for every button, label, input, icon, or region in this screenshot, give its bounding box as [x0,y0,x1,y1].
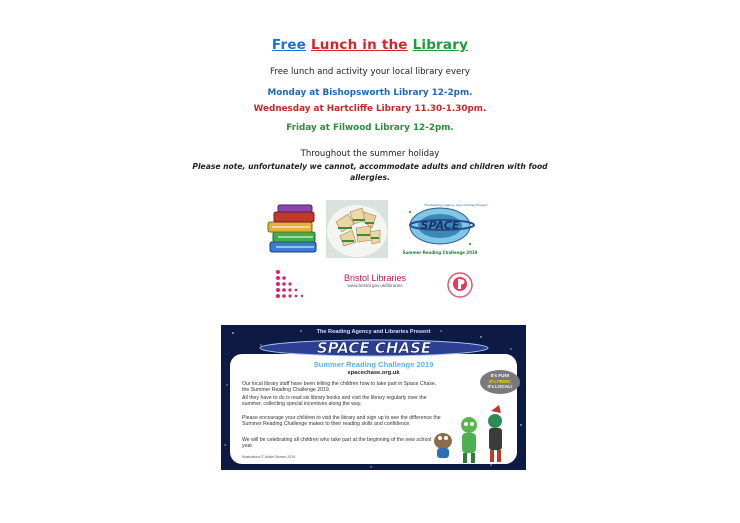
flyer-title [0,37,740,53]
poster-subtitle: Summer Reading Challenge 2019 [313,360,434,369]
holiday-text: Throughout the summer holiday [300,149,440,159]
alien-characters-illustration [421,403,521,465]
poster-paragraph-2: All they have to do is read six library books and visit the library regularly over the summer, collecting special incentives along the way. [242,395,427,408]
schedule-monday: Monday at Bishopsworth Library 12-2pm. [267,88,473,98]
schedule-friday: Friday at Filwood Library 12-2pm. [286,123,454,133]
bristol-libraries-url: www.bristol.gov.uk/libraries [347,283,403,288]
svg-text:The Reading Agency and Librari: The Reading Agency and Libraries Present [424,203,488,207]
space-chase-title-logo [258,336,490,358]
title-word-library: Library [412,37,469,53]
sandwich-plate-image [326,200,388,258]
poster-url: spacechase.org.uk [347,370,400,376]
allergy-note-line2: allergies. [350,173,390,182]
space-chase-title-text: SPACE CHASE [316,339,432,357]
reading-agency-logo [272,268,308,300]
schedule-wednesday: Wednesday at Hartcliffe Library 11.30-1.30pm. [253,104,487,114]
bristol-libraries-logo [340,273,410,295]
svg-text:Summer Reading Challenge 2019: Summer Reading Challenge 2019 [402,250,478,255]
poster-paragraph-1: Our local library staff have been telling the children how to take part in Space Chase, the Summer Reading Challenge 2019. [242,381,437,394]
title-words-lunch: Lunch in the [310,37,408,53]
intro-text: Free lunch and activity your local library every [270,67,470,77]
badge-line-2: It's FREE! [489,378,511,384]
allergy-note-line1: Please note, unfortunately we cannot, accommodate adults and children with food [192,162,548,171]
space-chase-poster [221,325,526,470]
space-chase-logo [400,200,488,258]
allergy-note [0,161,740,183]
poster-paragraph-3: Please encourage your children to visit the library and sign up to see the difference the Summer Reading Challenge makes to their reading skills and confidence. [242,415,441,428]
title-word-free: Free [271,37,307,53]
badge-line-3: It's LOCAL! [487,384,513,389]
books-stack-icon [264,202,324,256]
svg-text:SPACE: SPACE [420,219,460,232]
poster-paragraph-4: We will be celebrating all children who take part at the beginning of the new school year. [242,437,432,450]
fun-free-local-badge [480,370,520,394]
red-circle-logo [445,270,475,300]
badge-line-1: It's FUN! [490,373,510,378]
bristol-libraries-name: Bristol Libraries [343,273,407,283]
poster-presenter: The Reading Agency and Libraries Present [316,329,431,335]
poster-credit: Illustrations © Adam Stower 2019 [242,455,296,459]
